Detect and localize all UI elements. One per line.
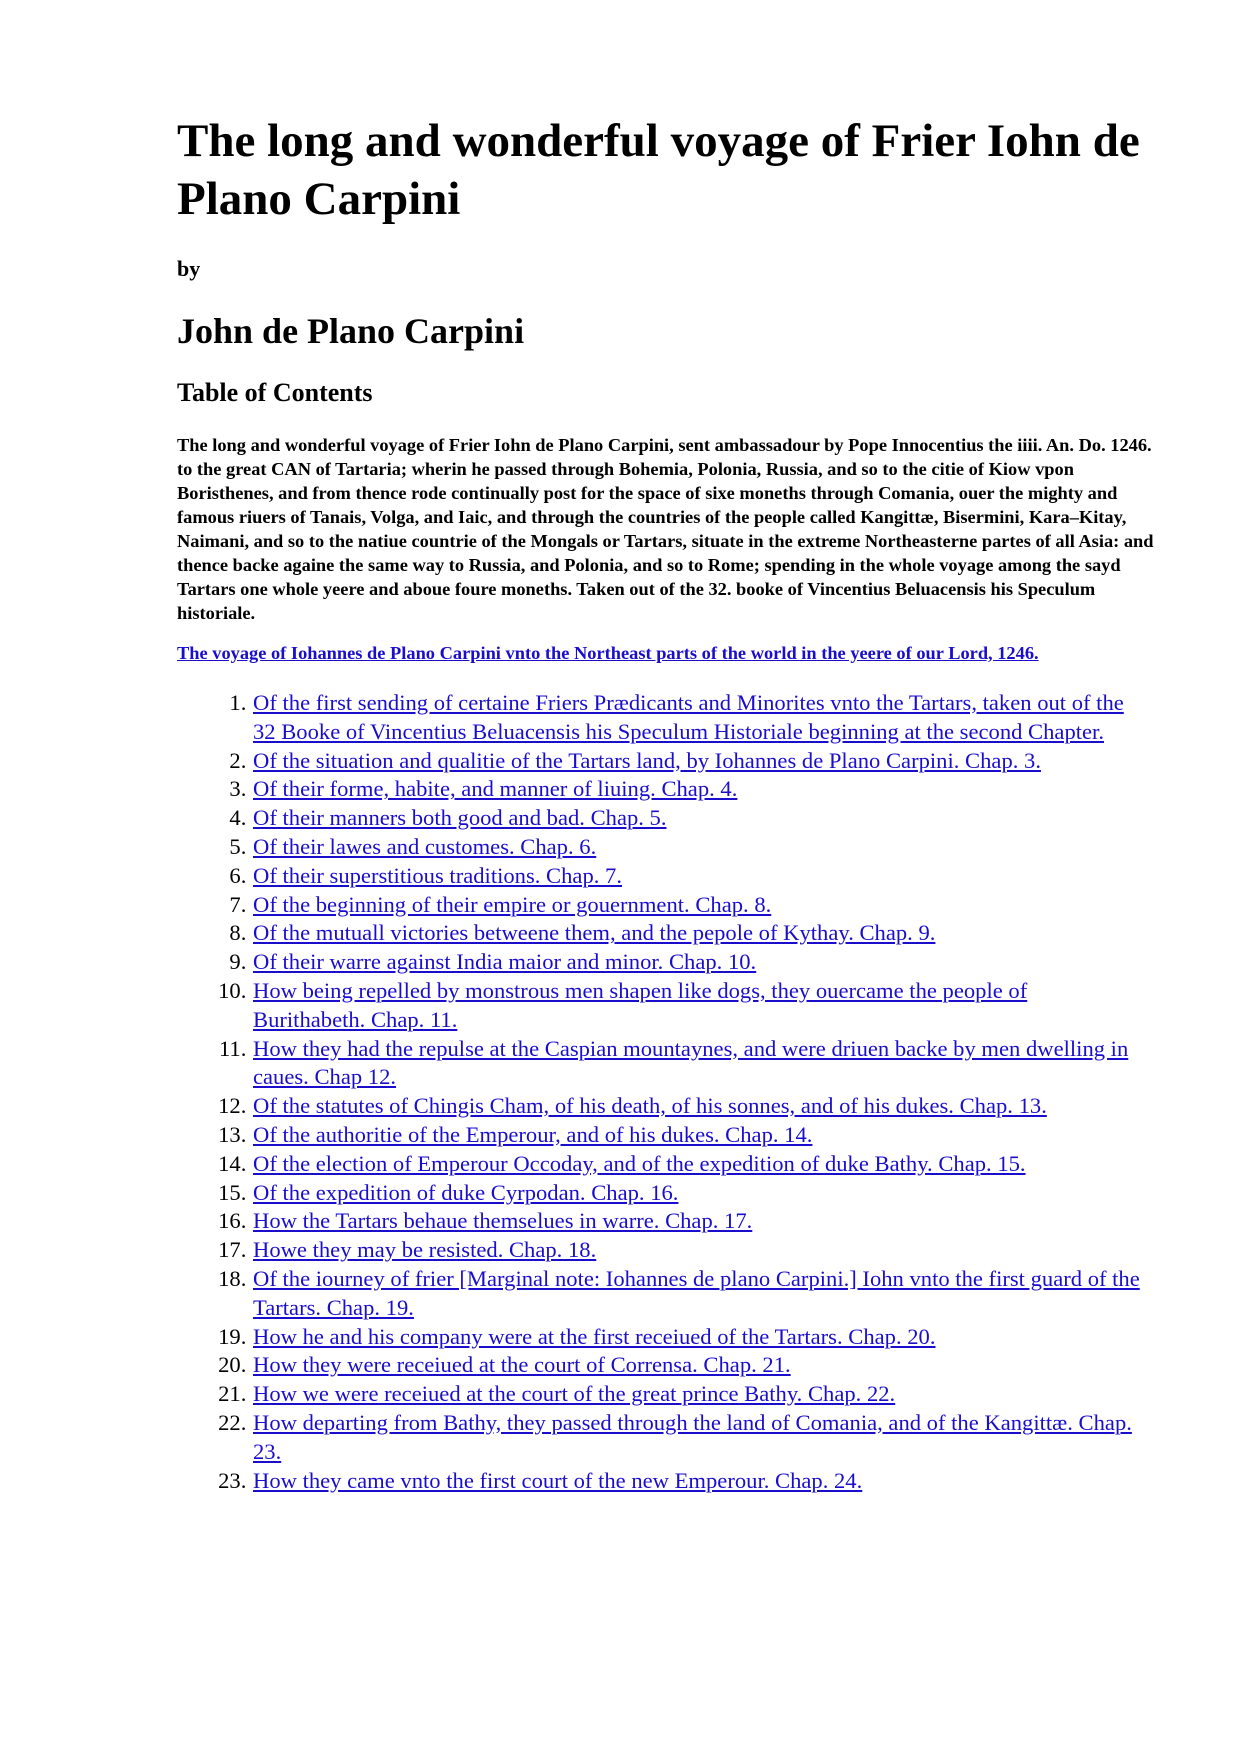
chapter-link[interactable]: Of the mutuall victories betweene them, and the pepole of Kythay. Chap. 9. — [253, 920, 936, 946]
chapter-item — [252, 747, 1142, 776]
chapter-item — [252, 1207, 1142, 1236]
chapter-item — [252, 1467, 1142, 1496]
chapter-item — [252, 1380, 1142, 1409]
author-name: John de Plano Carpini — [177, 311, 525, 351]
chapter-list — [177, 689, 1142, 1495]
summary-paragraph: The long and wonderful voyage of Frier Iohn de Plano Carpini, sent ambassadour by Pope Innocentius the iiii. An. Do. 1246. to the great CAN of Tartaria; wherin he passed through Bohemia, Polonia, Russia, and so to the citie of Kiow vpon Boristhenes, and from thence rode continually post for the space of sixe moneths through Comania, ouer the mighty and famous riuers of Tanais, Volga, and Iaic, and through the countries of the people called Kangittæ, Bisermini, Kara–Kitay, Naimani, and so to the natiue countrie of the Mongals or Tartars, situate in the extreme Northeasterne partes of all Asia: and thence backe againe the same way to Russia, and Polonia, and so to Rome; spending in the whole voyage among the sayd Tartars one whole yeere and aboue foure moneths. Taken out of the 32. booke of Vincentius Beluacensis his Speculum historiale. — [177, 435, 1154, 623]
chapter-item — [252, 977, 1142, 1035]
document-content — [177, 112, 1167, 1495]
chapter-item — [252, 833, 1142, 862]
document-title: The long and wonderful voyage of Frier Iohn de Plano Carpini — [177, 115, 1140, 225]
chapter-link[interactable]: Of the situation and qualitie of the Tartars land, by Iohannes de Plano Carpini. Chap. 3. — [253, 747, 1041, 773]
chapter-link[interactable]: How he and his company were at the first receiued of the Tartars. Chap. 20. — [253, 1323, 936, 1349]
chapter-link[interactable]: Of their superstitious traditions. Chap. 7. — [253, 862, 622, 888]
chapter-link[interactable]: Of their warre against India maior and minor. Chap. 10. — [253, 949, 757, 975]
chapter-item — [252, 1351, 1142, 1380]
chapter-item — [252, 919, 1142, 948]
chapter-item — [252, 1409, 1142, 1467]
chapter-link[interactable]: How the Tartars behaue themselues in warre. Chap. 17. — [253, 1208, 753, 1234]
chapter-item — [252, 1323, 1142, 1352]
chapter-link[interactable]: How we were receiued at the court of the great prince Bathy. Chap. 22. — [253, 1381, 896, 1407]
chapter-link[interactable]: Of the beginning of their empire or gouernment. Chap. 8. — [253, 891, 772, 917]
chapter-link[interactable]: How being repelled by monstrous men shapen like dogs, they ouercame the people of Burithabeth. Chap. 11. — [253, 977, 1028, 1032]
chapter-item — [252, 1179, 1142, 1208]
chapter-item — [252, 1236, 1142, 1265]
chapter-link[interactable]: How they were receiued at the court of Corrensa. Chap. 21. — [253, 1352, 791, 1378]
chapter-item — [252, 804, 1142, 833]
chapter-link[interactable]: Of their forme, habite, and manner of liuing. Chap. 4. — [253, 776, 738, 802]
chapter-link[interactable]: How they came vnto the first court of the new Emperour. Chap. 24. — [253, 1467, 863, 1493]
chapter-link[interactable]: How departing from Bathy, they passed through the land of Comania, and of the Kangittæ. Chap. 23. — [253, 1409, 1132, 1464]
chapter-link[interactable]: Of the statutes of Chingis Cham, of his death, of his sonnes, and of his dukes. Chap. 13. — [253, 1093, 1047, 1119]
chapter-item — [252, 891, 1142, 920]
chapter-link[interactable]: Of the first sending of certaine Friers Prædicants and Minorites vnto the Tartars, taken out of the 32 Booke of Vincentius Beluacensis his Speculum Historiale beginning at the second Chapter. — [253, 690, 1124, 744]
chapter-link[interactable]: Of the expedition of duke Cyrpodan. Chap. 16. — [253, 1179, 679, 1205]
voyage-link[interactable]: The voyage of Iohannes de Plano Carpini vnto the Northeast parts of the world in the yeere of our Lord, 1246. — [177, 643, 1039, 663]
chapter-item — [252, 1265, 1142, 1323]
chapter-link[interactable]: Of their lawes and customes. Chap. 6. — [253, 833, 597, 859]
chapter-link[interactable]: Howe they may be resisted. Chap. 18. — [253, 1237, 597, 1263]
chapter-link[interactable]: Of the authoritie of the Emperour, and of his dukes. Chap. 14. — [253, 1121, 813, 1147]
chapter-item — [252, 1092, 1142, 1121]
chapter-link[interactable]: How they had the repulse at the Caspian mountaynes, and were driuen backe by men dwelling in caues. Chap 12. — [253, 1035, 1129, 1090]
chapter-item — [252, 862, 1142, 891]
chapter-link[interactable]: Of the election of Emperour Occoday, and of the expedition of duke Bathy. Chap. 15. — [253, 1150, 1026, 1176]
chapter-item — [252, 775, 1142, 804]
chapter-item — [252, 1121, 1142, 1150]
by-label: by — [177, 256, 201, 281]
chapter-link[interactable]: Of their manners both good and bad. Chap. 5. — [253, 805, 667, 831]
chapter-item — [252, 1150, 1142, 1179]
chapter-item — [252, 689, 1142, 747]
toc-heading: Table of Contents — [177, 378, 373, 407]
chapter-item — [252, 1035, 1142, 1093]
chapter-item — [252, 948, 1142, 977]
chapter-link[interactable]: Of the iourney of frier [Marginal note: Iohannes de plano Carpini.] Iohn vnto the first guard of the Tartars. Chap. 19. — [253, 1265, 1140, 1320]
